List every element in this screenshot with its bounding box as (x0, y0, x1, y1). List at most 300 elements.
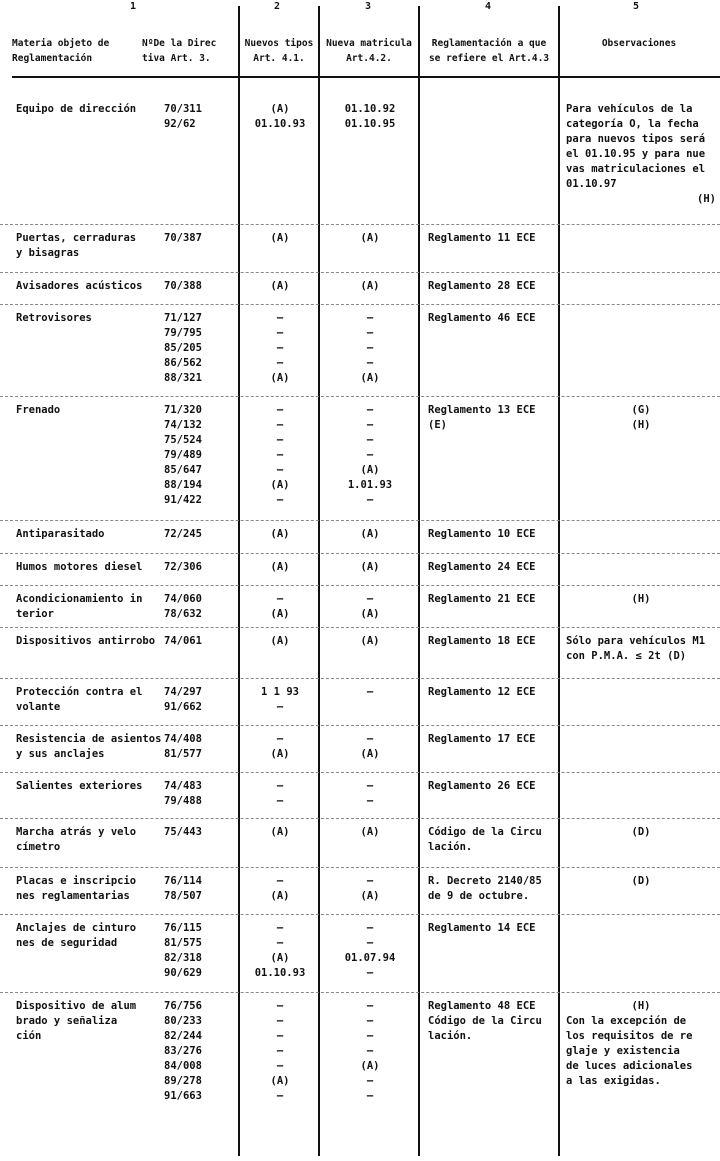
cell-line: (A) (270, 561, 290, 573)
nuevos-tipos-cell (244, 527, 316, 542)
cell-line: lación. (428, 841, 473, 853)
cell-line: 88/194 (164, 479, 202, 491)
cell-line: (D) (631, 875, 651, 887)
column-number-2: 2 (274, 1, 281, 12)
cell-line: 01.07.94 (344, 952, 396, 964)
cell-line: Equipo de dirección (16, 103, 137, 115)
column-number-3: 3 (365, 1, 372, 12)
cell-line: Protección contra el (16, 686, 143, 698)
nueva-matricula-cell (322, 634, 418, 649)
reglamentacion-cell (428, 732, 558, 747)
reglamentacion-cell (428, 560, 558, 575)
header-line: tiva Art. 3. (142, 53, 211, 64)
cell-line: Retrovisores (16, 312, 92, 324)
cell-line: (A) (360, 528, 380, 540)
observaciones-cell (566, 403, 716, 433)
directiva-cell (164, 560, 236, 575)
table-row (0, 553, 720, 586)
cell-line: – (276, 327, 284, 339)
nuevos-tipos-cell (244, 634, 316, 649)
cell-line: 76/756 (164, 1000, 202, 1012)
nueva-matricula-cell (322, 779, 418, 809)
cell-line: – (366, 449, 374, 461)
header-directiva (142, 36, 216, 66)
cell-line: Reglamento 26 ECE (428, 780, 536, 792)
cell-line: (A) (270, 528, 290, 540)
directiva-cell (164, 592, 236, 622)
header-line: Art.4.2. (346, 53, 392, 64)
nueva-matricula-cell (322, 311, 418, 386)
cell-line: ción (16, 1030, 42, 1042)
cell-line: terior (16, 608, 54, 620)
cell-line: (A) (360, 890, 380, 902)
nueva-matricula-cell (322, 921, 418, 981)
header-line: Art. 4.1. (253, 53, 305, 64)
cell-line: 01.10.93 (254, 967, 306, 979)
nueva-matricula-cell (322, 592, 418, 622)
header-line: Materia objeto de (12, 38, 110, 49)
directiva-cell (164, 527, 236, 542)
directiva-cell (164, 825, 236, 840)
nueva-matricula-cell (322, 825, 418, 840)
cell-line: 72/245 (164, 528, 202, 540)
nuevos-tipos-cell (244, 231, 316, 246)
cell-line: – (366, 434, 374, 446)
cell-line: Reglamento 48 ECE (428, 1000, 536, 1012)
reglamentacion-cell (428, 311, 558, 326)
directiva-cell (164, 279, 236, 294)
cell-line: Salientes exteriores (16, 780, 143, 792)
reglamentacion-cell (428, 685, 558, 700)
nuevos-tipos-cell (244, 592, 316, 622)
cell-line: 01.10.93 (254, 118, 306, 130)
cell-line: Reglamento 21 ECE (428, 593, 536, 605)
cell-line: el 01.10.95 y para nue (566, 148, 706, 160)
column-number-4: 4 (485, 1, 492, 12)
cell-line: – (366, 1045, 374, 1057)
materia-cell (16, 874, 156, 904)
cell-line: (G) (631, 404, 651, 416)
header-nueva-matricula (320, 36, 418, 66)
materia-cell (16, 102, 156, 117)
observaciones-cell (566, 825, 716, 840)
cell-line: glaje y existencia (566, 1045, 680, 1057)
materia-cell (16, 279, 156, 294)
nuevos-tipos-cell (244, 999, 316, 1104)
cell-line: 91/662 (164, 701, 202, 713)
cell-line: 74/483 (164, 780, 202, 792)
cell-line: vas matriculaciones el (566, 163, 706, 175)
cell-line: – (276, 1000, 284, 1012)
table-row (0, 304, 720, 397)
table-row (0, 914, 720, 993)
cell-line: nes reglamentarias (16, 890, 130, 902)
cell-line: – (276, 795, 284, 807)
cell-line: – (276, 875, 284, 887)
nueva-matricula-cell (322, 732, 418, 762)
materia-cell (16, 732, 162, 762)
table-row (0, 678, 720, 726)
cell-line: 90/629 (164, 967, 202, 979)
header-line: se refiere el Art.4.3 (428, 53, 550, 64)
cell-line: Anclajes de cinturo (16, 922, 137, 934)
cell-line: Reglamento 10 ECE (428, 528, 536, 540)
nueva-matricula-cell (322, 560, 418, 575)
cell-line: 74/061 (164, 635, 202, 647)
cell-line: 74/408 (164, 733, 202, 745)
cell-line: 89/278 (164, 1075, 202, 1087)
table-row (0, 772, 720, 819)
observaciones-cell (566, 999, 716, 1089)
cell-line: – (276, 312, 284, 324)
nuevos-tipos-cell (244, 825, 316, 840)
table-row (0, 725, 720, 773)
cell-line: (H) (631, 419, 651, 431)
directiva-cell (164, 921, 236, 981)
cell-line: y sus anclajes (16, 748, 105, 760)
cell-line: 1.01.93 (347, 479, 393, 491)
cell-line: Puertas, cerraduras (16, 232, 137, 244)
cell-line: Reglamento 46 ECE (428, 312, 536, 324)
cell-line: 91/663 (164, 1090, 202, 1102)
nueva-matricula-cell (322, 279, 418, 294)
cell-line: 01.10.92 (344, 103, 396, 115)
cell-line: Humos motores diesel (16, 561, 143, 573)
table-row (0, 818, 720, 868)
cell-line: (A) (270, 232, 290, 244)
cell-line: 76/114 (164, 875, 202, 887)
cell-line: – (276, 357, 284, 369)
cell-line: a las exigidas. (566, 1075, 661, 1087)
cell-line: 71/320 (164, 404, 202, 416)
reglamentacion-cell (428, 825, 558, 855)
cell-line: – (276, 922, 284, 934)
table-row (0, 992, 720, 1158)
cell-line: 75/443 (164, 826, 202, 838)
directiva-cell (164, 685, 236, 715)
cell-line: 82/318 (164, 952, 202, 964)
cell-line: (H) (697, 193, 716, 205)
cell-line: de luces adicionales (566, 1060, 693, 1072)
cell-line: 01.10.97 (566, 178, 617, 190)
header-observaciones (560, 36, 718, 51)
cell-line: Para vehículos de la (566, 103, 693, 115)
cell-line: – (276, 434, 284, 446)
cell-line: 79/488 (164, 795, 202, 807)
cell-line: 76/115 (164, 922, 202, 934)
nueva-matricula-cell (322, 403, 418, 508)
cell-line: (A) (360, 232, 380, 244)
cell-line: nes de seguridad (16, 937, 118, 949)
cell-line: – (366, 1090, 374, 1102)
cell-line: címetro (16, 841, 61, 853)
materia-cell (16, 231, 156, 261)
nueva-matricula-cell (322, 102, 418, 132)
materia-cell (16, 592, 156, 622)
cell-line: 70/388 (164, 280, 202, 292)
cell-line: (H) (631, 1000, 651, 1012)
cell-line: Marcha atrás y velo (16, 826, 137, 838)
cell-line: – (276, 404, 284, 416)
header-line: Observaciones (601, 38, 677, 49)
cell-line: – (366, 1030, 374, 1042)
cell-line: – (276, 494, 284, 506)
cell-line: – (366, 922, 374, 934)
cell-line: – (276, 937, 284, 949)
cell-line: – (276, 780, 284, 792)
cell-line: 84/008 (164, 1060, 202, 1072)
observaciones-cell (566, 634, 716, 664)
cell-line: categoría O, la fecha (566, 118, 699, 130)
column-number-1: 1 (130, 1, 137, 12)
cell-line: (A) (270, 635, 290, 647)
table-row (0, 224, 720, 273)
cell-line: (A) (360, 372, 380, 384)
cell-line: (A) (360, 635, 380, 647)
table-row (0, 585, 720, 628)
cell-line: (D) (631, 826, 651, 838)
cell-line: (A) (360, 1060, 380, 1072)
cell-line: 74/060 (164, 593, 202, 605)
column-number-5: 5 (633, 1, 640, 12)
materia-cell (16, 999, 156, 1044)
observaciones-cell (566, 874, 716, 889)
cell-line: Código de la Circu (428, 826, 542, 838)
cell-line: de 9 de octubre. (428, 890, 530, 902)
cell-line: – (366, 357, 374, 369)
header-rule (12, 76, 720, 78)
cell-line: – (366, 327, 374, 339)
table-row (0, 627, 720, 679)
nueva-matricula-cell (322, 685, 418, 700)
nuevos-tipos-cell (244, 874, 316, 904)
cell-line: Reglamento 17 ECE (428, 733, 536, 745)
cell-line: – (276, 1060, 284, 1072)
cell-line: (A) (360, 464, 380, 476)
reglamentacion-cell (428, 634, 558, 649)
materia-cell (16, 685, 156, 715)
nuevos-tipos-cell (244, 279, 316, 294)
cell-line: Reglamento 28 ECE (428, 280, 536, 292)
cell-line: 81/577 (164, 748, 202, 760)
header-line: Reglamentación (12, 53, 93, 64)
cell-line: 01.10.95 (344, 118, 396, 130)
nuevos-tipos-cell (244, 403, 316, 508)
cell-line: 81/575 (164, 937, 202, 949)
cell-line: (A) (270, 890, 290, 902)
materia-cell (16, 403, 156, 418)
cell-line: – (366, 419, 374, 431)
cell-line: Reglamento 13 ECE (428, 404, 536, 416)
nuevos-tipos-cell (244, 311, 316, 386)
table-row (0, 520, 720, 554)
reglamentacion-cell (428, 231, 558, 246)
cell-line: Antiparasitado (16, 528, 105, 540)
cell-line: – (276, 1090, 284, 1102)
cell-line: (A) (270, 280, 290, 292)
nueva-matricula-cell (322, 999, 418, 1104)
table-row (0, 272, 720, 305)
cell-line: 74/132 (164, 419, 202, 431)
cell-line: – (366, 967, 374, 979)
cell-line: 79/489 (164, 449, 202, 461)
header-line: NºDe la Direc (142, 38, 217, 49)
cell-line: (E) (428, 419, 447, 431)
cell-line: 85/647 (164, 464, 202, 476)
cell-line: – (276, 419, 284, 431)
cell-line: – (366, 733, 374, 745)
reglamentacion-cell (428, 921, 558, 936)
materia-cell (16, 634, 156, 649)
cell-line: (A) (270, 748, 290, 760)
cell-line: 70/387 (164, 232, 202, 244)
cell-line: – (366, 312, 374, 324)
nuevos-tipos-cell (244, 102, 316, 132)
directiva-cell (164, 311, 236, 386)
cell-line: 80/233 (164, 1015, 202, 1027)
cell-line: Con la excepción de (566, 1015, 687, 1027)
materia-cell (16, 825, 156, 855)
cell-line: – (276, 593, 284, 605)
cell-line: – (366, 404, 374, 416)
cell-line: lación. (428, 1030, 473, 1042)
cell-line: (A) (270, 1075, 290, 1087)
header-nuevos-tipos (240, 36, 318, 66)
cell-line: (A) (360, 280, 380, 292)
nuevos-tipos-cell (244, 560, 316, 575)
cell-line: – (366, 875, 374, 887)
cell-line: 91/422 (164, 494, 202, 506)
cell-line: – (366, 1000, 374, 1012)
cell-line: – (366, 795, 374, 807)
cell-line: 79/795 (164, 327, 202, 339)
header-line: Nuevos tipos (244, 38, 314, 49)
cell-line: 70/311 (164, 103, 202, 115)
cell-line: Frenado (16, 404, 61, 416)
cell-line: Código de la Circu (428, 1015, 542, 1027)
cell-line: Resistencia de asientos (16, 733, 162, 745)
nuevos-tipos-cell (244, 921, 316, 981)
cell-line: 78/507 (164, 890, 202, 902)
cell-line: – (366, 342, 374, 354)
cell-line: y bisagras (16, 247, 80, 259)
directiva-cell (164, 403, 236, 508)
cell-line: 82/244 (164, 1030, 202, 1042)
cell-line: 85/205 (164, 342, 202, 354)
materia-cell (16, 311, 156, 326)
cell-line: – (276, 1015, 284, 1027)
header-line: Reglamentación a que (431, 38, 547, 49)
cell-line: 83/276 (164, 1045, 202, 1057)
nuevos-tipos-cell (244, 732, 316, 762)
cell-line: con P.M.A. ≤ 2t (D) (566, 650, 687, 662)
nuevos-tipos-cell (244, 779, 316, 809)
cell-line: 1 1 93 (261, 686, 299, 698)
directiva-cell (164, 231, 236, 246)
cell-line: – (366, 937, 374, 949)
directiva-cell (164, 102, 236, 132)
cell-line: brado y señaliza (16, 1015, 118, 1027)
cell-line: (A) (360, 561, 380, 573)
cell-line: – (366, 780, 374, 792)
reglamentacion-cell (428, 279, 558, 294)
materia-cell (16, 560, 156, 575)
cell-line: Placas e inscripcio (16, 875, 137, 887)
reglamentacion-cell (428, 592, 558, 607)
cell-line: 75/524 (164, 434, 202, 446)
cell-line: los requisitos de re (566, 1030, 693, 1042)
cell-line: volante (16, 701, 61, 713)
cell-line: – (366, 1015, 374, 1027)
cell-line: (A) (360, 826, 380, 838)
cell-line: Sólo para vehículos M1 (566, 635, 706, 647)
cell-line: – (276, 464, 284, 476)
table-row (0, 96, 720, 224)
reglamentacion-cell (428, 874, 558, 904)
header-reglamentacion (420, 36, 558, 66)
cell-line: – (276, 342, 284, 354)
cell-line: – (276, 1030, 284, 1042)
cell-line: (A) (270, 608, 290, 620)
cell-line: Acondicionamiento in (16, 593, 143, 605)
directiva-cell (164, 999, 236, 1104)
cell-line: (A) (270, 103, 290, 115)
reglamentacion-cell (428, 527, 558, 542)
nueva-matricula-cell (322, 874, 418, 904)
cell-line: (A) (270, 372, 290, 384)
nueva-matricula-cell (322, 527, 418, 542)
cell-line: Dispositivo de alum (16, 1000, 137, 1012)
cell-line: 78/632 (164, 608, 202, 620)
cell-line: Reglamento 12 ECE (428, 686, 536, 698)
table-row (0, 396, 720, 521)
cell-line: (H) (631, 593, 651, 605)
cell-line: Avisadores acústicos (16, 280, 143, 292)
cell-line: – (366, 494, 374, 506)
observaciones-cell (566, 592, 716, 607)
reglamentacion-cell (428, 779, 558, 794)
cell-line: – (276, 449, 284, 461)
header-line: Nueva matricula (326, 38, 412, 49)
cell-line: para nuevos tipos será (566, 133, 706, 145)
directiva-cell (164, 874, 236, 904)
cell-line: (A) (270, 826, 290, 838)
directiva-cell (164, 634, 236, 649)
table-row (0, 867, 720, 915)
cell-line: – (276, 733, 284, 745)
cell-line: 92/62 (164, 118, 196, 130)
reglamentacion-cell (428, 403, 558, 433)
cell-line: (A) (360, 748, 380, 760)
cell-line: (A) (270, 479, 290, 491)
materia-cell (16, 921, 156, 951)
header-materia (12, 36, 109, 66)
cell-line: 88/321 (164, 372, 202, 384)
cell-line: (A) (270, 952, 290, 964)
cell-line: – (366, 593, 374, 605)
directiva-cell (164, 779, 236, 809)
materia-cell (16, 779, 156, 794)
cell-line: Reglamento 14 ECE (428, 922, 536, 934)
nuevos-tipos-cell (244, 685, 316, 715)
cell-line: 71/127 (164, 312, 202, 324)
cell-line: – (366, 686, 374, 698)
cell-line: – (276, 701, 284, 713)
materia-cell (16, 527, 156, 542)
cell-line: R. Decreto 2140/85 (428, 875, 542, 887)
cell-line: Dispositivos antirrobo (16, 635, 156, 647)
cell-line: – (366, 1075, 374, 1087)
